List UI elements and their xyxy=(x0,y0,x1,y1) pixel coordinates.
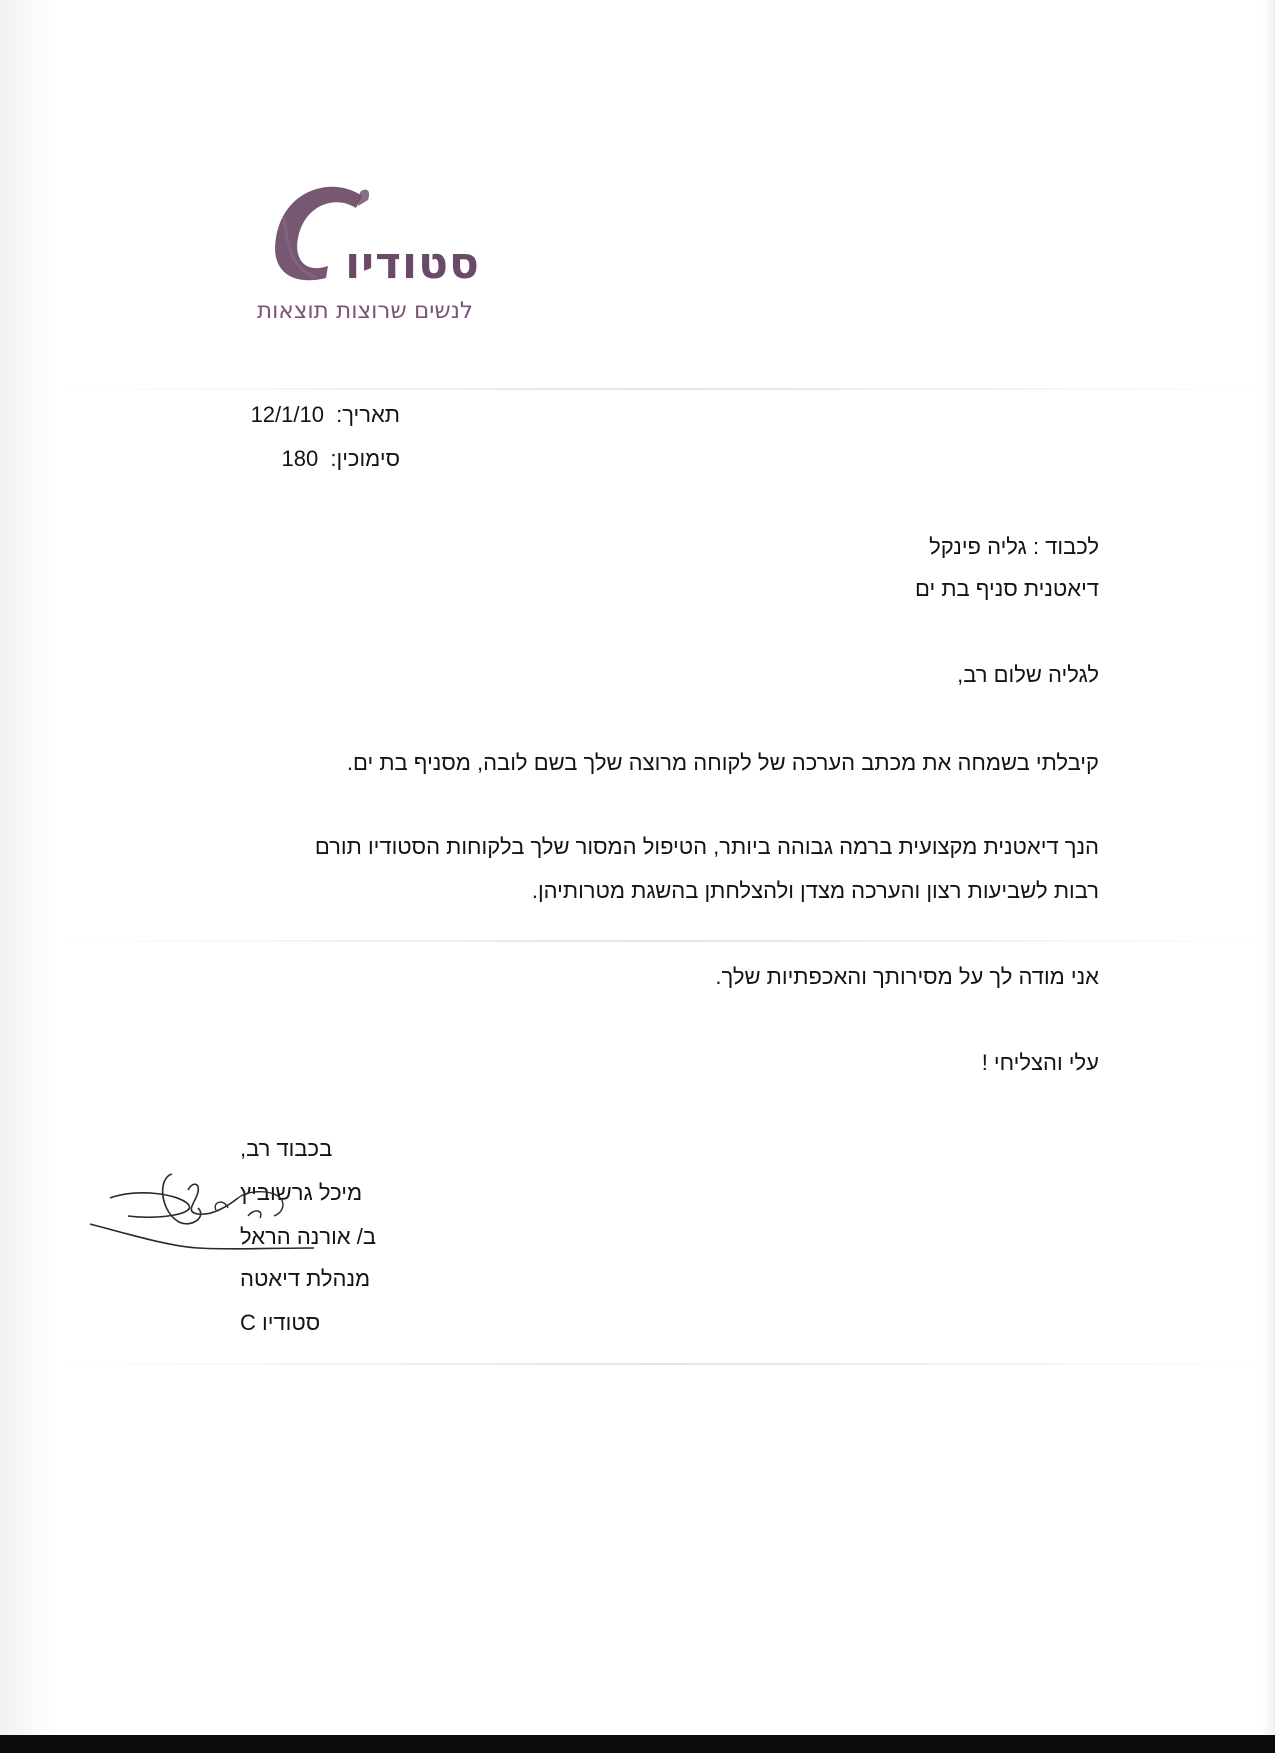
handwritten-signature-icon xyxy=(88,1168,318,1288)
reference-value: 180 xyxy=(281,446,319,471)
company-name: סטודיו C xyxy=(240,1310,321,1335)
company-logo xyxy=(230,178,500,338)
closing-regards: בכבוד רב, xyxy=(240,1136,333,1161)
signer-on-behalf: ב/ אורנה הראל xyxy=(240,1224,377,1249)
signer-role: מנהלת דיאטה xyxy=(240,1266,371,1291)
body-paragraph-1: קיבלתי בשמחה את מכתב הערכה של לקוחה מרוצה שלך בשם לובה, מסניף בת ים. xyxy=(346,750,1099,775)
body-paragraph-2-line-2: רבות לשביעות רצון והערכה מצדן ולהצלחתן בהשגת מטרותיהן. xyxy=(531,878,1099,903)
logo-brand-name: סטודיו xyxy=(345,238,480,289)
closing-wish: עלי והצליחי ! xyxy=(981,1050,1099,1075)
scan-bottom-edge xyxy=(0,1735,1275,1753)
reference-line xyxy=(240,446,400,472)
signer-name: מיכל גרשוביץ xyxy=(240,1180,363,1205)
body-paragraph-3: אני מודה לך על מסירותך והאכפתיות שלך. xyxy=(715,964,1099,989)
reference-label: סימוכין: xyxy=(330,446,400,471)
date-label: תאריך: xyxy=(336,402,400,427)
logo-tagline: לנשים שרוצות תוצאות xyxy=(257,298,473,324)
body-paragraph-2-line-1: הנך דיאטנית מקצועית ברמה גבוהה ביותר, הטיפול המסור שלך בלקוחות הסטודיו תורם xyxy=(314,834,1099,859)
recipient-name: לכבוד : גליה פינקל xyxy=(929,534,1099,559)
greeting: לגליה שלום רב, xyxy=(957,662,1099,687)
recipient-title: דיאטנית סניף בת ים xyxy=(915,576,1099,601)
date-line xyxy=(240,402,400,428)
date-value: 12/1/10 xyxy=(250,402,324,427)
